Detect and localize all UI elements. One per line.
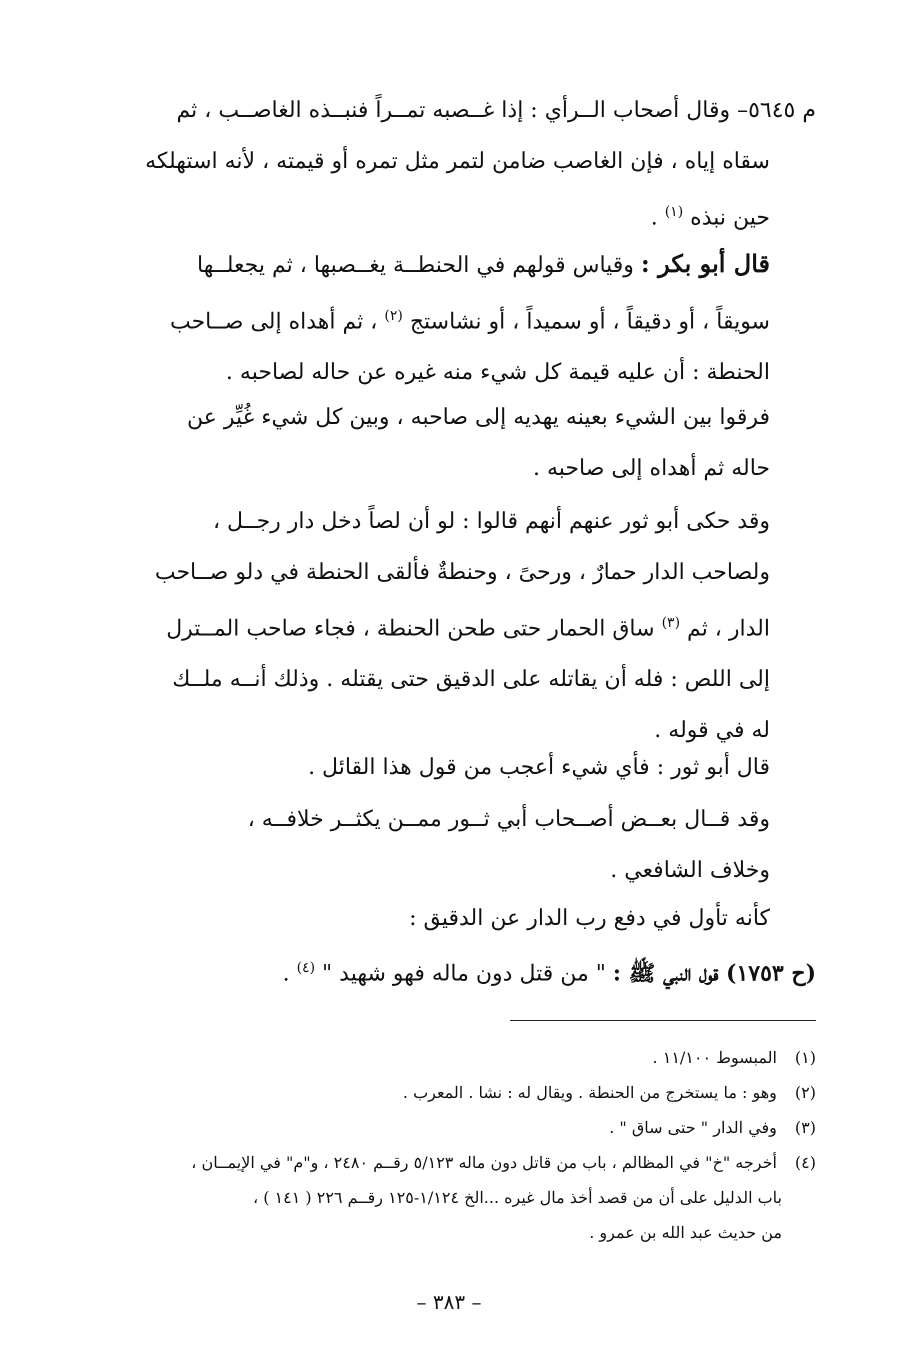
- footnote-divider: [510, 1020, 816, 1021]
- text-line: له في قوله .: [654, 718, 770, 744]
- paragraph-abu-bakr: [80, 238, 816, 398]
- text-line: إلى اللص : فله أن يقاتله على الدقيق حتى يقتله . وذلك أنــه ملــك: [172, 667, 770, 693]
- text-line: وخلاف الشافعي .: [610, 858, 770, 883]
- footnote-number: (٢): [794, 1083, 816, 1102]
- text-line: [80, 943, 816, 999]
- text-line: فرقوا بين الشيء بعينه يهديه إلى صاحبه ، وبين كل شيء غُيِّر عن: [187, 405, 770, 430]
- footnote-ref-3[interactable]: (٣): [661, 615, 681, 631]
- text-line: كأنه تأول في دفع رب الدار عن الدقيق :: [409, 906, 770, 931]
- text-line: قال أبو ثور : فأي شيء أعجب من قول هذا القائل .: [308, 755, 770, 780]
- footnote-text: وهو : ما يستخرج من الحنطة . ويقال له : نشا . المعرب .: [402, 1083, 777, 1102]
- text-line: الحنطة : أن عليه قيمة كل شيء منه غيره عن حاله لصاحبه .: [225, 360, 770, 386]
- paragraph-difference: [80, 392, 816, 494]
- footnote-ref-4[interactable]: (٤): [296, 960, 316, 976]
- footnote-text: باب الدليل على أن من قصد أخذ مال غيره ...الخ ١/١٢٤-١٢٥ رقــم ٢٢٦ ( ١٤١ ) ،: [252, 1188, 782, 1207]
- paragraph-abu-thawr-said: [80, 742, 816, 793]
- text-line: سقاه إياه ، فإن الغاصب ضامن لتمر مثل تمره أو قيمته ، لأنه استهلكه: [145, 149, 770, 174]
- text-line: [80, 187, 816, 243]
- footnote-1: [80, 1040, 816, 1075]
- text-segment: ، ثم أهداه إلى صــاحب: [169, 309, 378, 335]
- footnote-text: أخرجه "خ" في المظالم ، باب من قاتل دون ماله ٥/١٢٣ رقــم ٢٤٨٠ ، و"م" في الإيمــان ،: [191, 1153, 777, 1172]
- text-segment: وقياس قولهم في الحنطــة يغــصبها ، ثم يجعلــها: [197, 253, 634, 278]
- text-segment: .: [650, 205, 658, 231]
- text-segment: ساق الحمار حتى طحن الحنطة ، فجاء صاحب المــترل: [166, 616, 655, 642]
- footnote-text: من حديث عبد الله بن عمرو .: [589, 1223, 782, 1242]
- speaker-heading: قال أبو بكر :: [640, 249, 770, 278]
- footnote-number: (١): [794, 1048, 816, 1067]
- text-line: [80, 291, 816, 347]
- text-segment: " من قتل دون ماله فهو شهيد ": [322, 961, 606, 987]
- paragraph-some-companions: [80, 794, 816, 896]
- text-line: وقد قــال بعــض أصــحاب أبي ثــور ممــن يكثــر خلافــه ،: [247, 807, 770, 832]
- footnote-4: [80, 1145, 816, 1250]
- text-line: ولصاحب الدار حمارٌ ، ورحىً ، وحنطةٌ فألقى الحنطة في دلو صــاحب: [154, 560, 770, 585]
- footnote-2: [80, 1075, 816, 1110]
- text-segment: الدار ، ثم: [687, 616, 770, 642]
- footnote-number: (٣): [794, 1118, 816, 1137]
- footnote-text: وفي الدار " حتى ساق " .: [609, 1118, 777, 1137]
- text-segment: .: [282, 961, 290, 987]
- page-number: – ٣٨٣ –: [416, 1290, 482, 1314]
- footnote-3: [80, 1110, 816, 1145]
- text-segment: حين نبذه: [690, 205, 770, 231]
- paragraph-abu-thawr-report: [80, 496, 816, 756]
- text-line: حاله ثم أهداه إلى صاحبه .: [533, 456, 770, 481]
- hadith-number: (ح ١٧٥٣) قول النبي ﷺ :: [612, 960, 816, 987]
- text-line: م ٥٦٤٥– وقال أصحاب الــرأي : إذا غــصبه تمــراً فنبــذه الغاصــب ، ثم: [176, 98, 816, 123]
- footnote-ref-1[interactable]: (١): [664, 204, 684, 220]
- footnote-ref-2[interactable]: (٢): [384, 308, 403, 324]
- paragraph-5645: [80, 85, 816, 243]
- text-line: وقد حكى أبو ثور عنهم أنهم قالوا : لو أن لصاً دخل دار رجــل ،: [212, 509, 770, 534]
- footnotes-section: [80, 1040, 816, 1250]
- text-segment: سويقاً ، أو دقيقاً ، أو سميداً ، أو نشاستج: [409, 309, 770, 335]
- footnote-text: المبسوط ١١/١٠٠ .: [652, 1048, 777, 1067]
- paragraph-interpretation: [80, 893, 816, 944]
- text-line: [80, 598, 816, 654]
- paragraph-hadith-1753: [80, 943, 816, 999]
- footnote-number: (٤): [794, 1153, 816, 1172]
- text-line: [80, 238, 816, 291]
